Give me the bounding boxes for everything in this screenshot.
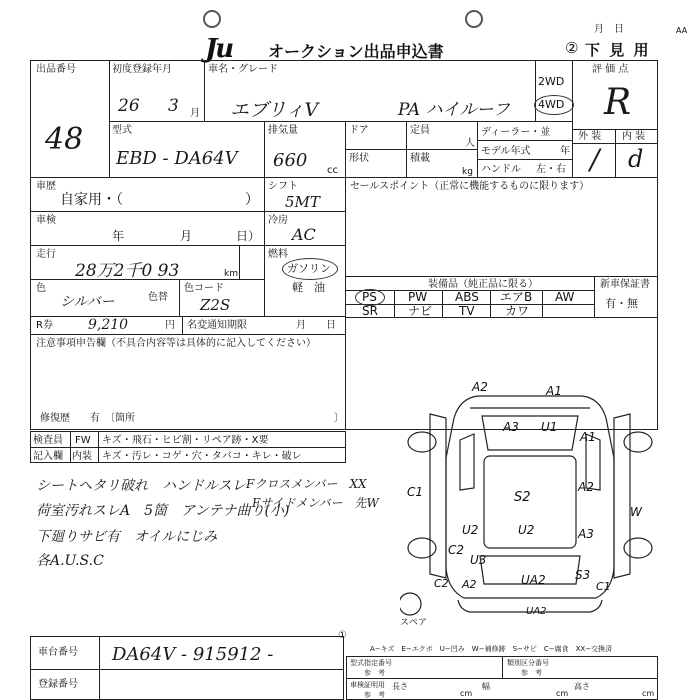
note-right-2: Fサイドメンバー 先W xyxy=(252,496,379,510)
damage-legend: A−キズ E−エクボ U−凹み W−補修跡 S−サビ C−腐食 XX−交換済 xyxy=(370,645,613,653)
checker-label-2: 記入欄 xyxy=(33,451,63,462)
interior-label: 内 装 xyxy=(622,131,646,142)
inspection-year: 年 xyxy=(112,229,125,243)
recycle-label: R券 xyxy=(36,320,53,331)
diagram-mark-20: A2 xyxy=(462,578,477,591)
note-line-4: 各A.U.S.C xyxy=(36,553,104,569)
note-right-1: Fクロスメンバー XX xyxy=(246,477,367,491)
chassis-label: 車台番号 xyxy=(38,647,78,658)
mileage-unit: km xyxy=(224,269,238,279)
load-unit: kg xyxy=(462,167,473,177)
capacity-label: 定員 xyxy=(410,125,430,136)
load-label: 積載 xyxy=(410,153,430,164)
diagram-mark-5: A1 xyxy=(546,384,562,398)
diagram-mark-11: U2 xyxy=(518,523,535,537)
type-number-ref: 参 考 xyxy=(364,669,385,677)
ac-value: AC xyxy=(292,225,316,244)
diagram-mark-8: C1 xyxy=(407,485,424,499)
door-label: ドア xyxy=(349,125,369,136)
exterior-label: 外 装 xyxy=(578,131,602,142)
width-unit: cm xyxy=(556,689,569,698)
repair-label: 修復歴 有 〔箇所 xyxy=(40,413,135,424)
copy-number: ② xyxy=(565,39,579,57)
lot-value: 48 xyxy=(45,122,84,157)
mileage-value: 28万2千0 93 xyxy=(75,261,180,281)
registration-month: 3 xyxy=(168,96,179,116)
displacement-unit: cc xyxy=(327,165,338,176)
score-value: R xyxy=(604,82,632,123)
fuel-gas: ガソリン xyxy=(287,262,331,275)
drive-2wd: 2WD xyxy=(538,75,565,88)
cert-label: 車検証明用 xyxy=(350,681,385,689)
equip-pw: PW xyxy=(408,290,428,304)
header-aa: AA xyxy=(676,26,688,35)
note-line-1: シートヘタリ破れ ハンドルスレ xyxy=(36,478,246,494)
spare-label: スペア xyxy=(400,618,428,628)
equip-abs: ABS xyxy=(455,290,479,304)
height-label: 高さ xyxy=(574,682,590,691)
logo: Ju xyxy=(205,34,233,64)
mileage-label: 走行 xyxy=(36,249,56,260)
class-number-label: 類別区分番号 xyxy=(507,659,549,667)
equip-ps: PS xyxy=(362,290,377,304)
color-code-value: Z2S xyxy=(200,296,231,314)
diagram-mark-19: UA2 xyxy=(526,606,547,617)
shift-label: シフト xyxy=(268,181,298,192)
registration-year: 26 xyxy=(118,96,140,116)
drive-4wd: 4WD xyxy=(538,98,565,111)
equip-sr: SR xyxy=(362,304,378,318)
sales-label: セールスポイント（正常に機能するものに限ります） xyxy=(350,181,590,192)
color-code-label: 色コード xyxy=(184,283,224,294)
checker-fw-label: FW xyxy=(75,435,91,446)
equip-leather: カワ xyxy=(505,304,530,318)
transfer-label: 名変通知期限 xyxy=(187,320,247,331)
diagram-mark-4: A1 xyxy=(580,430,596,444)
copy-label: 下 見 用 xyxy=(585,41,651,59)
checker-label-1: 検査員 xyxy=(33,435,63,446)
model-value: EBD - DA64V xyxy=(116,148,238,169)
vehicle-grade: PA ハイルーフ xyxy=(398,100,510,120)
drive-4wd-circle xyxy=(534,95,574,115)
class-number-ref: 参 考 xyxy=(521,669,542,677)
checker-fw-items: キズ・飛石・ヒビ割・リペア跡・X要 xyxy=(102,435,269,446)
equipment-label: 装備品（純正品に限る） xyxy=(428,279,538,290)
dealer-label: ディーラー・並 xyxy=(481,127,551,138)
diagram-mark-9: W xyxy=(630,505,642,519)
usage-label: 車歴 xyxy=(36,181,56,192)
diagram-mark-13: C2 xyxy=(448,543,465,557)
lot-label: 出品番号 xyxy=(36,64,76,75)
ac-label: 冷房 xyxy=(268,215,288,226)
header-date-labels: 月 日 xyxy=(594,24,624,35)
warranty-label: 新車保証書 xyxy=(600,279,650,290)
interior-value: d xyxy=(628,145,644,173)
handle-label: ハンドル xyxy=(481,164,521,175)
diagram-mark-2: A3 xyxy=(503,420,519,434)
capacity-unit: 人 xyxy=(465,138,475,149)
recycle-value: 9,210 xyxy=(88,317,129,333)
registration-label: 初度登録年月 xyxy=(112,64,172,75)
fuel-label: 燃料 xyxy=(268,249,288,260)
warranty-value: 有・無 xyxy=(605,297,638,310)
transfer-day: 日 xyxy=(326,320,336,331)
chassis-circled: ① xyxy=(338,630,347,641)
diagram-mark-18: C1 xyxy=(596,580,611,593)
exterior-value: / xyxy=(590,143,600,176)
color-label: 色 xyxy=(36,283,46,294)
punch-hole-left-icon xyxy=(203,10,221,28)
lot-box xyxy=(30,60,110,178)
diagram-mark-14: C2 xyxy=(434,577,449,590)
door-form-label: 形状 xyxy=(349,153,369,164)
equip-aw: AW xyxy=(555,290,575,304)
inspection-day: 日） xyxy=(236,229,261,243)
repaint-label: 色替 xyxy=(148,292,168,303)
checker-int-items: キズ・汚レ・コゲ・穴・タバコ・キレ・破レ xyxy=(102,451,302,462)
chassis-value: DA64V - 915912 - xyxy=(112,644,274,665)
diagram-mark-12: A3 xyxy=(578,527,594,541)
diagram-mark-1: A2 xyxy=(472,380,488,394)
length-label: 長さ xyxy=(392,682,408,691)
vehicle-label: 車名・グレード xyxy=(208,64,278,75)
form-title: オークション出品申込書 xyxy=(268,42,444,61)
note-line-2: 荷室汚れスレA 5箇 アンテナ曲り(小) xyxy=(36,503,290,519)
vehicle-name: エブリィV xyxy=(230,99,319,121)
cert-ref: 参 考 xyxy=(364,691,385,699)
equip-ps-circle xyxy=(355,289,385,306)
transfer-month: 月 xyxy=(296,320,306,331)
plate-label: 登録番号 xyxy=(38,679,78,690)
displacement-label: 排気量 xyxy=(268,125,298,136)
equip-navi: ナビ xyxy=(408,304,433,318)
note-line-3: 下廻りサビ有 オイルにじみ xyxy=(36,529,218,545)
model-year-unit: 年 xyxy=(560,146,570,157)
height-unit: cm xyxy=(642,689,655,698)
inspection-month: 月 xyxy=(180,229,193,243)
inspection-label: 車検 xyxy=(36,215,56,226)
recycle-unit: 円 xyxy=(165,320,175,331)
inspection-box xyxy=(30,211,265,246)
diagram-mark-7: A2 xyxy=(578,480,594,494)
usage-value: 自家用・（ xyxy=(60,192,123,208)
handle-value: 左・右 xyxy=(536,164,566,175)
fuel-gas-circle xyxy=(282,258,338,280)
notes-label: 注意事項申告欄（不具合内容等は具体的に記入してください） xyxy=(36,338,316,349)
type-number-label: 型式指定番号 xyxy=(350,659,392,667)
diagram-mark-6: S2 xyxy=(514,490,531,505)
model-label: 型式 xyxy=(112,125,132,136)
repair-close: 〕 xyxy=(334,413,344,424)
color-value: シルバー xyxy=(60,294,115,310)
registration-month-unit: 月 xyxy=(190,108,200,119)
fuel-diesel: 軽 油 xyxy=(292,281,325,294)
width-label: 幅 xyxy=(482,682,490,691)
equip-tv: TV xyxy=(459,304,475,318)
punch-hole-right-icon xyxy=(465,10,483,28)
checker-int-label: 内装 xyxy=(72,451,92,462)
displacement-value: 660 xyxy=(273,150,308,171)
diagram-mark-17: S3 xyxy=(575,568,591,582)
diagram-mark-15: U3 xyxy=(470,553,487,567)
model-year-label: モデル年式 xyxy=(481,146,531,157)
diagram-mark-10: U2 xyxy=(462,523,479,537)
equip-airbag: エアB xyxy=(500,290,533,304)
length-unit: cm xyxy=(460,689,473,698)
shift-value: 5MT xyxy=(285,193,320,211)
score-label: 評 価 点 xyxy=(592,64,629,75)
diagram-mark-3: U1 xyxy=(541,420,558,434)
diagram-mark-16: UA2 xyxy=(521,573,546,587)
usage-close: ） xyxy=(245,192,259,208)
sales-box xyxy=(345,177,658,277)
